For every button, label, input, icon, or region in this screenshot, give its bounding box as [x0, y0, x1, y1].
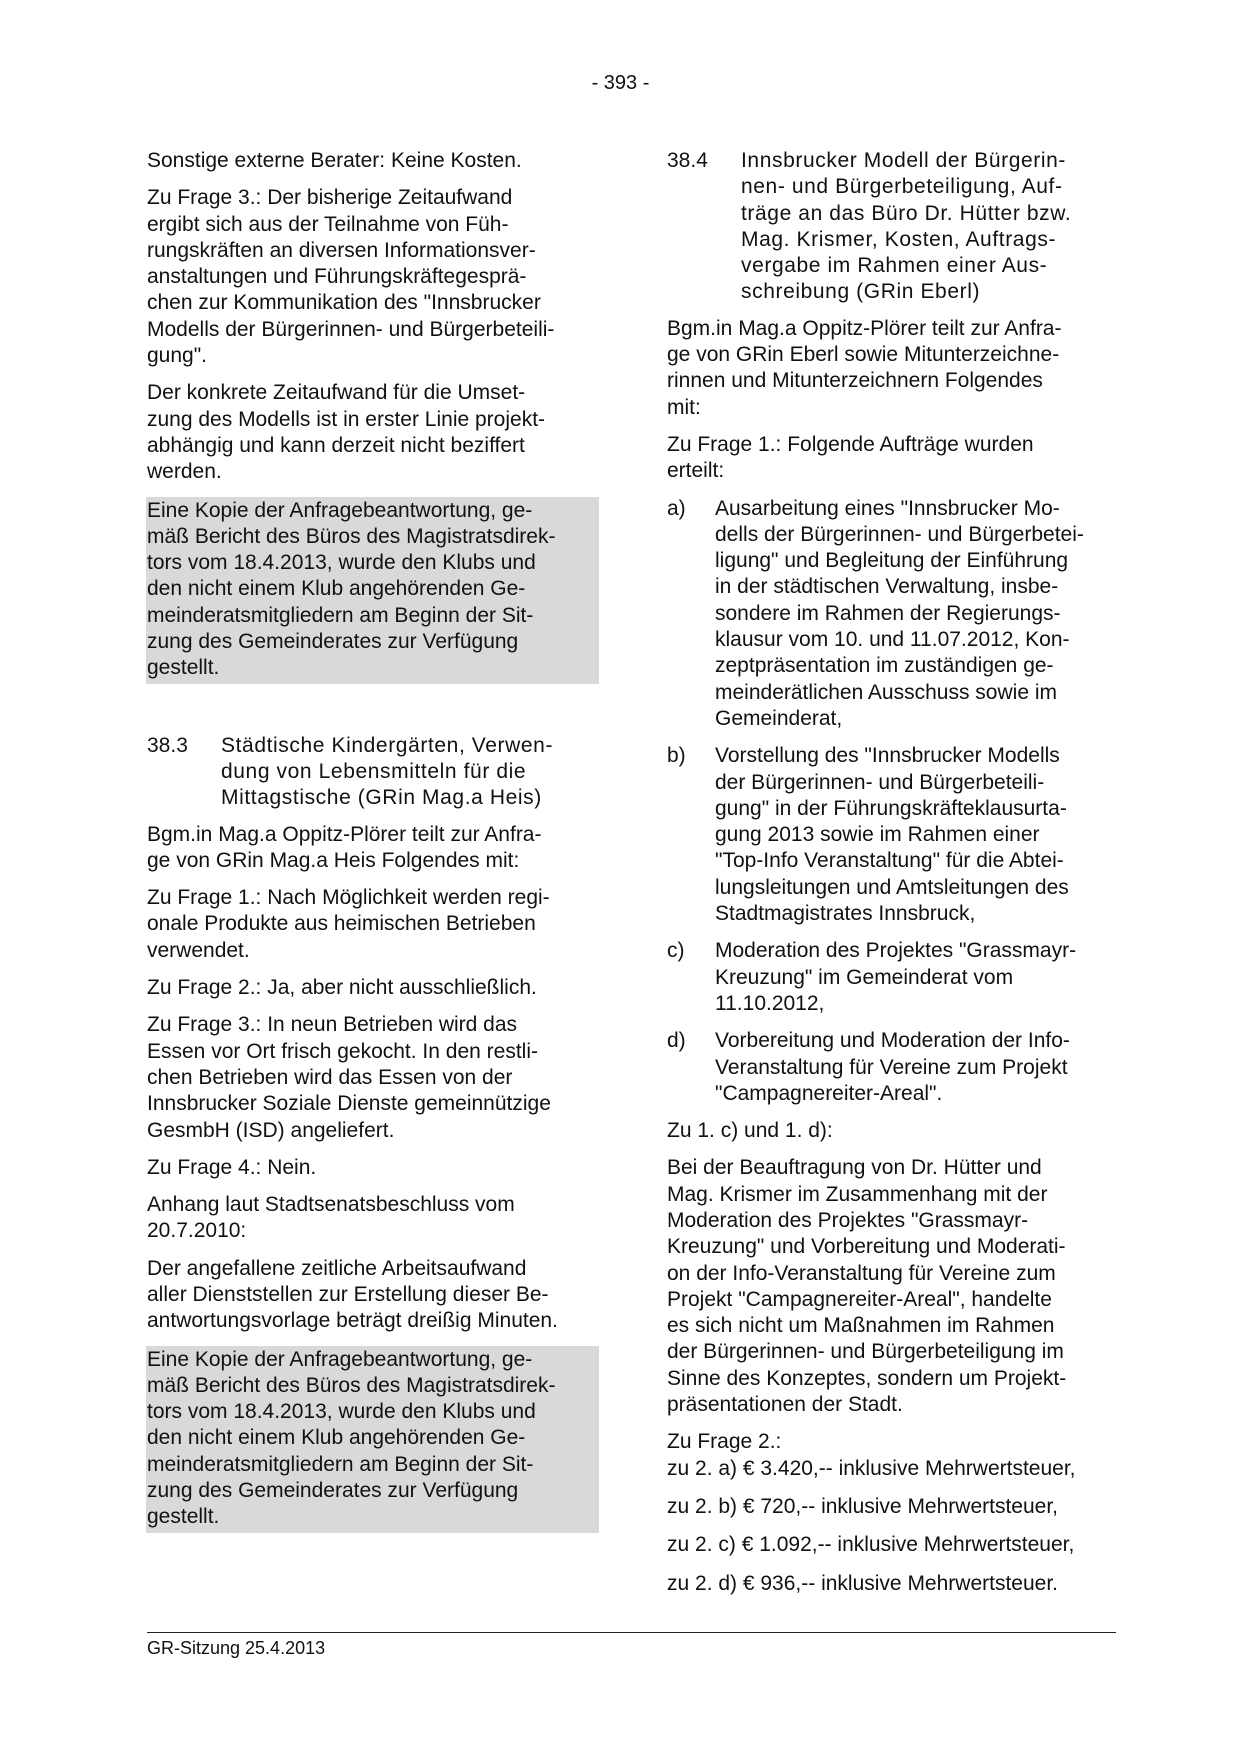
list-item-label: c) [667, 939, 685, 963]
paragraph-anhang: Anhang laut Stadtsenatsbeschluss vom 20.7.2010: [147, 1193, 515, 1243]
list-item [667, 496, 1122, 733]
shaded-note-copy-1: Eine Kopie der Anfragebeantwortung, ge- mäß Bericht des Büros des Magistratsdirek- tors vom 18.4.2013, wurde den Klubs und den nicht einem Klub angehörenden Ge- meinderatsmitgliedern am Beginn der Sit- zung des Gemeinderates zur Verfügung gestellt. [146, 497, 599, 684]
left-column [147, 148, 599, 1544]
paragraph-frage-1: Zu Frage 1.: Nach Möglichkeit werden regi- onale Produkte aus heimischen Betrieben verwendet. [147, 886, 550, 962]
section-title: Städtische Kindergärten, Verwen- dung von Lebensmitteln für die Mittagstische (GRin Mag.a Heis) [221, 733, 554, 810]
paragraph-arbeitsaufwand: Der angefallene zeitliche Arbeitsaufwand aller Dienststellen zur Erstellung dieser Be- antwortungsvorlage beträgt dreißig Minuten. [147, 1256, 558, 1333]
cost-line-a: zu 2. a) € 3.420,-- inklusive Mehrwertsteuer, [667, 1456, 1076, 1480]
list-item-text: Vorbereitung und Moderation der Info- Veranstaltung für Vereine zum Projekt "Campagnereiter-Areal". [715, 1029, 1070, 1105]
paragraph-frage-2-label: Zu Frage 2.: [667, 1430, 782, 1454]
section-number: 38.3 [147, 733, 188, 757]
list-item [667, 743, 1122, 927]
shaded-note-copy-2: Eine Kopie der Anfragebeantwortung, ge- mäß Bericht des Büros des Magistratsdirek- tors vom 18.4.2013, wurde den Klubs und den nicht einem Klub angehörenden Ge- meinderatsmitgliedern am Beginn der Sit- zung des Gemeinderates zur Verfügung gestellt. [146, 1346, 599, 1533]
paragraph-zu-1-c-d: Zu 1. c) und 1. d): [667, 1119, 833, 1143]
list-item-label: d) [667, 1029, 686, 1053]
section-number: 38.4 [667, 149, 708, 172]
footer-divider [147, 1632, 1116, 1633]
section-heading-38-3 [147, 733, 599, 812]
list-item-text: Moderation des Projektes "Grassmayr- Kreuzung" im Gemeinderat vom 11.10.2012, [715, 939, 1077, 1015]
page-number: - 393 - [591, 72, 650, 94]
paragraph-frage-1-auftraege: Zu Frage 1.: Folgende Aufträge wurden erteilt: [667, 432, 1034, 483]
list-item [667, 938, 1122, 1017]
paragraph-concrete-time: Der konkrete Zeitaufwand für die Umset- zung des Modells ist in erster Linie projekt- abhängig und kann derzeit nicht beziffert werden. [147, 381, 546, 484]
footer-session-date: GR-Sitzung 25.4.2013 [147, 1638, 326, 1658]
list-item-text: Vorstellung des "Innsbrucker Modells der Bürgerinnen- und Bürgerbeteili- gung" in der Führungskräfteklausurta- gung 2013 sowie im Rahmen einer "Top-Info Veranstaltung" für die Abtei- lungsleitungen und Amtsleitungen des Stadtmagistrates Innsbruck, [715, 744, 1069, 926]
paragraph-external-advisors: Sonstige externe Berater: Keine Kosten. [147, 149, 522, 172]
list-item-text: Ausarbeitung eines "Innsbrucker Mo- dells der Bürgerinnen- und Bürgerbetei- ligung" und Begleitung der Einführung in der städtischen Verwaltung, insbe- sondere im Rahmen der Regierungs- klausur vom 10. und 11.07.2012, Kon- zeptpräsentation im zuständigen ge- meinderätlichen Ausschuss sowie im Gemeinderat, [715, 496, 1084, 730]
cost-line-c: zu 2. c) € 1.092,-- inklusive Mehrwertsteuer, [667, 1533, 1075, 1557]
paragraph-frage-3-time: Zu Frage 3.: Der bisherige Zeitaufwand ergibt sich aus der Teilnahme von Füh- rungskräften an diversen Informationsver- anstaltungen und Führungskräftegesprä- chen zur Kommunikation des "Innsbrucker Modells der Bürgerinnen- und Bürgerbeteili- gung". [147, 186, 555, 368]
paragraph-frage-4: Zu Frage 4.: Nein. [147, 1155, 317, 1179]
cost-line-d: zu 2. d) € 936,-- inklusive Mehrwertsteuer. [667, 1571, 1059, 1595]
paragraph-frage-2: Zu Frage 2.: Ja, aber nicht ausschließlich. [147, 976, 537, 1000]
section-title: Innsbrucker Modell der Bürgerin- nen- und Bürgerbeteiligung, Auf- träge an das Büro Dr. Hütter bzw. Mag. Krismer, Kosten, Auftrags- vergabe im Rahmen einer Aus- schreibung (GRin Eberl) [741, 149, 1072, 304]
paragraph-frage-3: Zu Frage 3.: In neun Betrieben wird das Essen vor Ort frisch gekocht. In den restli- chen Betrieben wird das Essen von der Innsbrucker Soziale Dienste gemeinnützige GesmbH (ISD) angeliefert. [147, 1013, 551, 1142]
list-item-label: b) [667, 744, 686, 768]
paragraph-beauftragung: Bei der Beauftragung von Dr. Hütter und Mag. Krismer im Zusammenhang mit der Moderation des Projektes "Grassmayr- Kreuzung" und Vorbereitung und Moderati- on der Info-Veranstaltung für Vereine zum Projekt "Campagnereiter-Areal", handelte es sich nicht um Maßnahmen im Rahmen der Bürgerinnen- und Bürgerbeteiligung im Sinne des Konzeptes, sondern um Projekt- präsentationen der Stadt. [667, 1156, 1067, 1417]
list-item [667, 1028, 1122, 1107]
list-item-label: a) [667, 496, 686, 520]
paragraph-intro-eberl: Bgm.in Mag.a Oppitz-Plörer teilt zur Anfra- ge von GRin Eberl sowie Mitunterzeichne- rinnen und Mitunterzeichnern Folgendes mit: [667, 316, 1062, 419]
cost-line-b: zu 2. b) € 720,-- inklusive Mehrwertsteuer, [667, 1494, 1059, 1518]
section-heading-38-4 [667, 148, 1122, 306]
right-column [667, 148, 1122, 1609]
paragraph-intro-heis: Bgm.in Mag.a Oppitz-Plörer teilt zur Anfra- ge von GRin Mag.a Heis Folgendes mit: [147, 822, 542, 872]
